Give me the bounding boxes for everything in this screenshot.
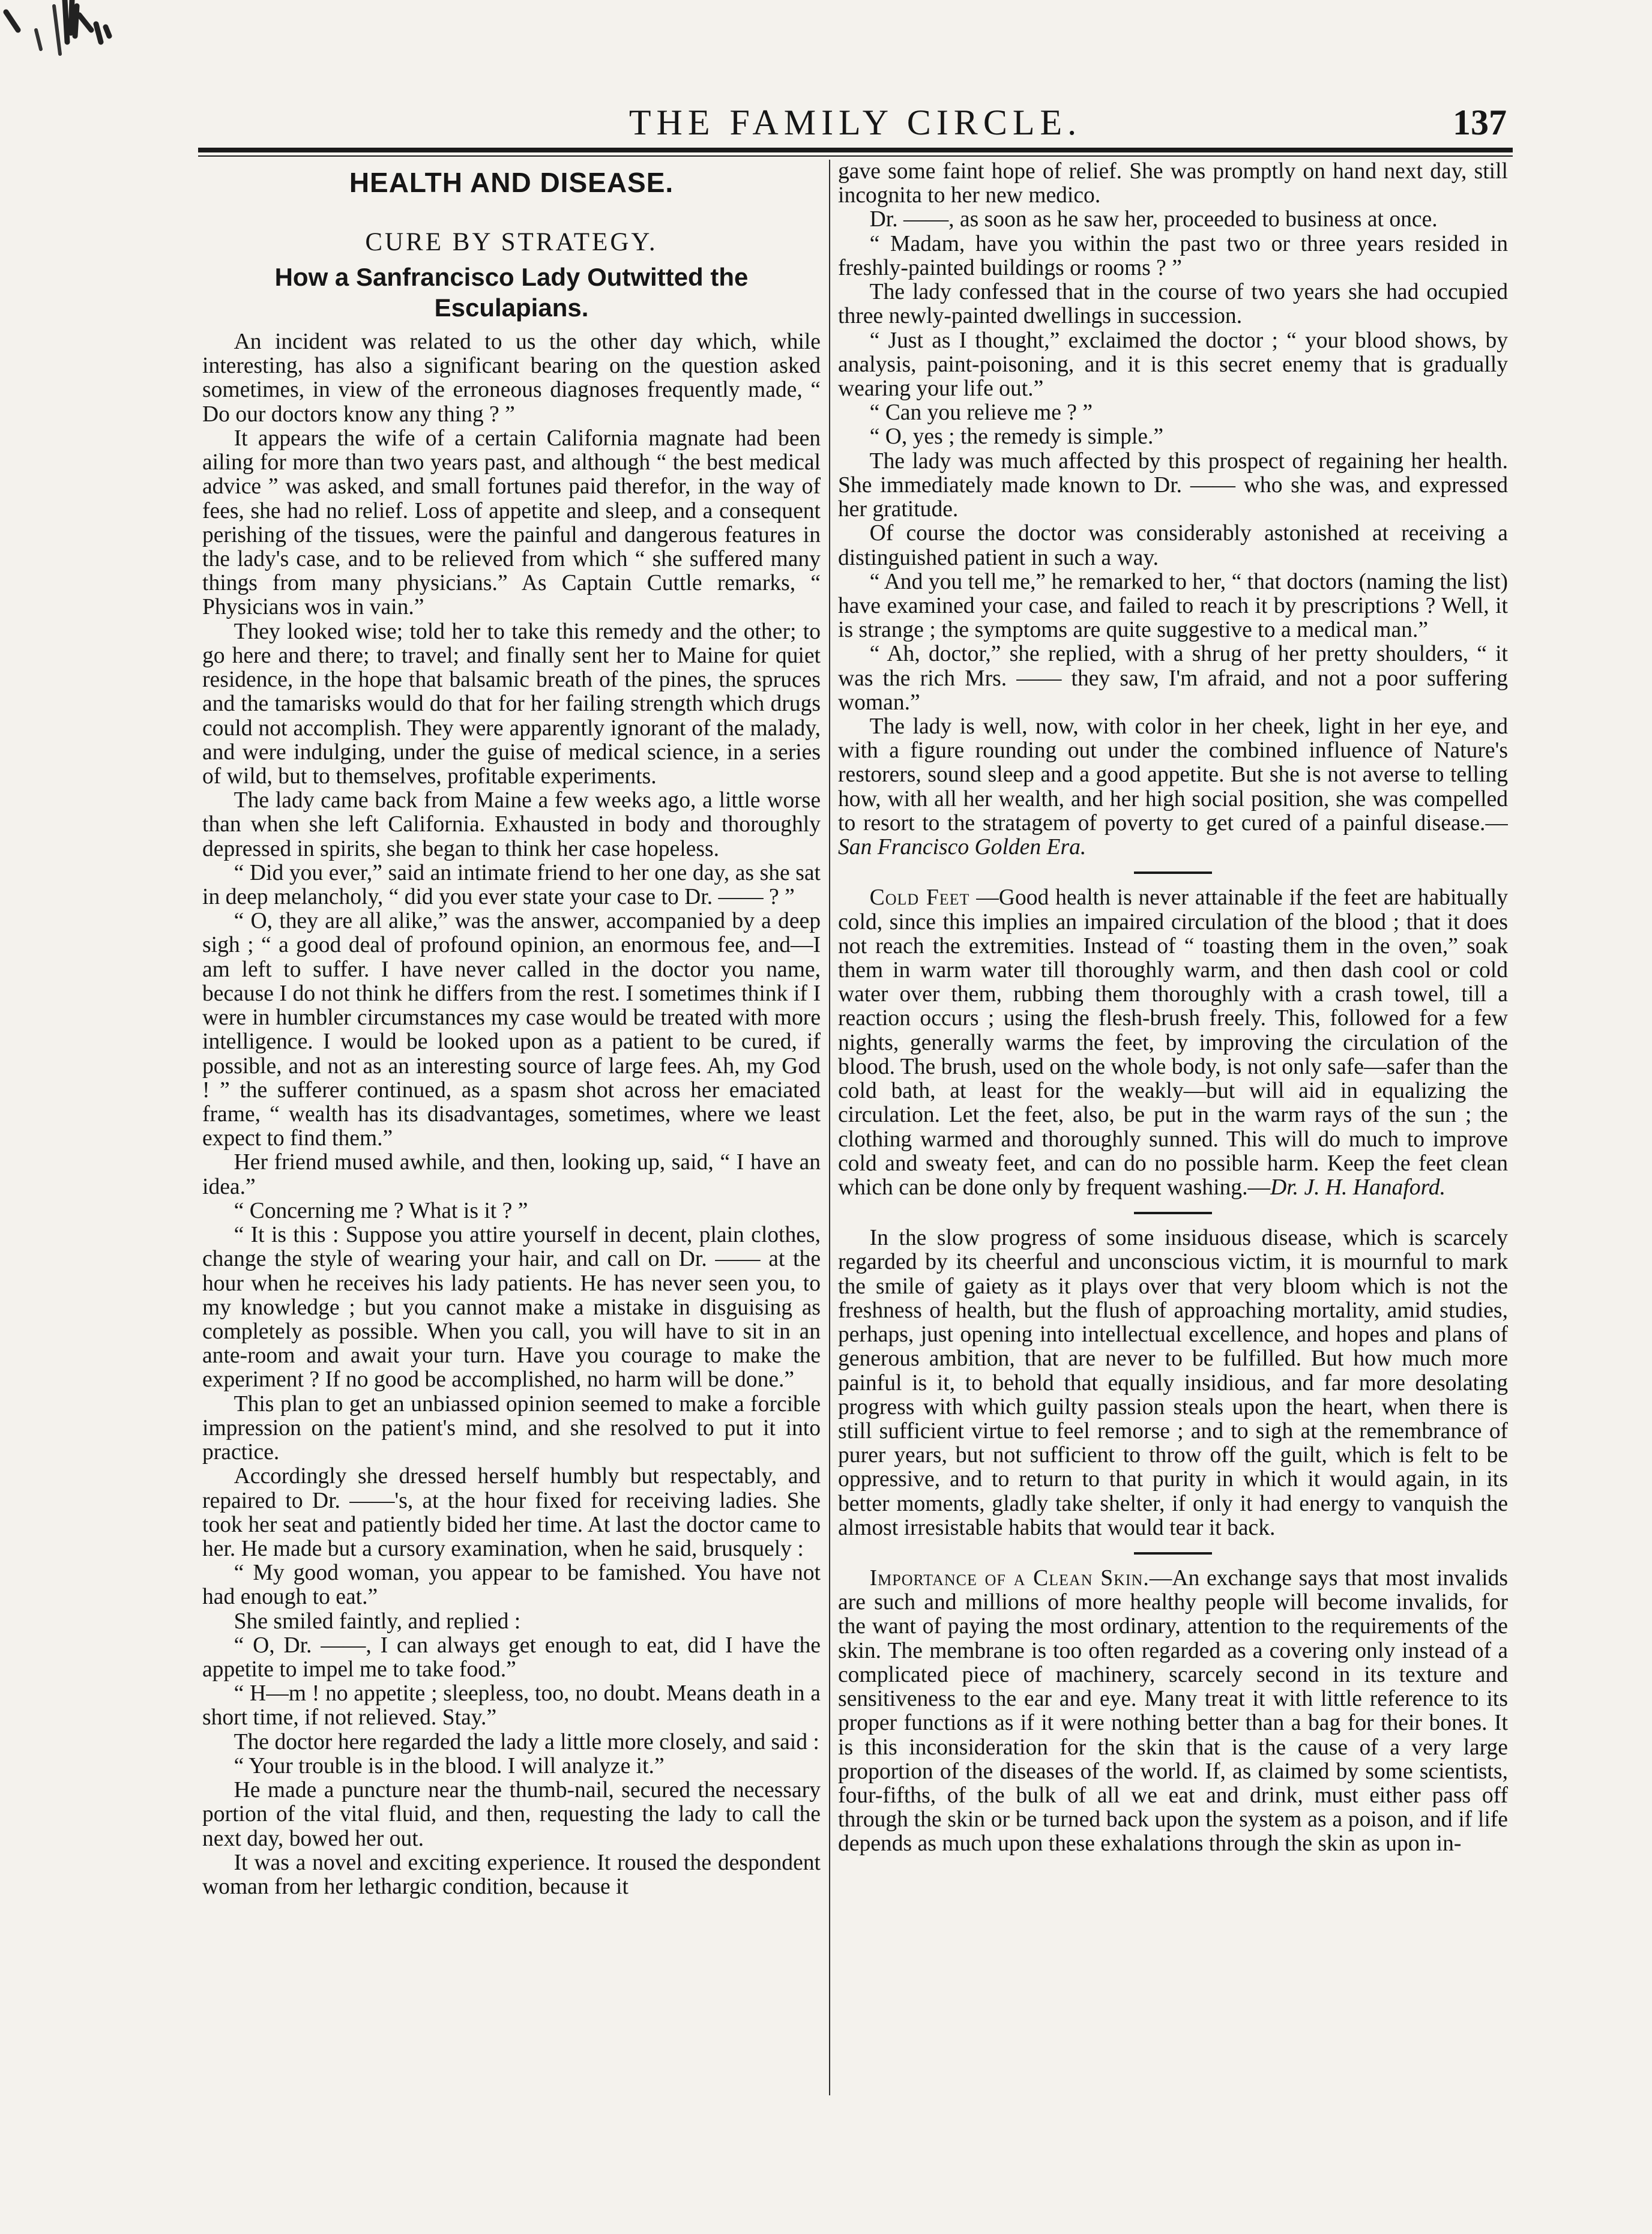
- right-column: [838, 160, 1508, 2098]
- article-paragraph: “ Your trouble is in the blood. I will analyze it.”: [234, 1753, 665, 1778]
- continued-paragraph: The lady confessed that in the course of two years she had occupied three newly-painted dwellings in succession.: [838, 280, 1508, 329]
- continued-paragraph: [838, 715, 1508, 860]
- article-paragraph: “ O, Dr. ——, I can always get enough to eat, did I have the appetite to impel me to take food.”: [202, 1633, 821, 1682]
- paragraph-text: The lady is well, now, with color in her cheek, light in her eye, and with a figure rounding out under the combined influence of Nature's restorers, sound sleep and a good appetite. But she is not averse to telling how, with all her wealth, and her high social position, she was compelled to resort to the stratagem of poverty to get cured of a painful disease.—: [838, 714, 1508, 835]
- article-paragraph: The lady came back from Maine a few weeks ago, a little worse than when she left California. Exhausted in body and thoroughly depressed in spirits, she began to think her case hopeless.: [202, 788, 821, 861]
- article-paragraph: “ It is this : Suppose you attire yourself in decent, plain clothes, change the style of wearing your hair, and call on Dr. —— at the hour when he receives his lady patients. He has never seen you, to my knowledge ; but you cannot make a mistake in disguising as completely as possible. When you call, you will have to sit in an ante-room and await your turn. Have you courage to make the experiment ? If no good be accomplished, no harm will be done.”: [202, 1223, 821, 1392]
- cold-feet-paragraph: [838, 886, 1508, 1200]
- continued-paragraph: “ Ah, doctor,” she replied, with a shrug of her pretty shoulders, “ it was the rich Mrs. —— they saw, I'm afraid, and not a poor suffering woman.”: [838, 642, 1508, 715]
- continued-paragraph: “ O, yes ; the remedy is simple.”: [869, 424, 1164, 450]
- clean-skin-text: —An exchange says that most invalids are such and millions of more healthy people will become invalids, for the want of paying the most ordinary, attention to the requirements of the skin. The membrane is too often regarded as a covering only instead of a complicated piece of machinery, scarcely second in its texture and sensitiveness to the ear and eye. Many treat it with little reference to its proper functions as if it were nothing better than a bag for their bones. It is this inconsideration for the skin that is the cause of a very large proportion of the diseases of the world. If, as claimed by some scientists, four-fifths, of the bulk of all we eat and drink, must either pass off through the skin or be turned back upon the system as a poison, and if life depends as much upon these exhalations through the skin as upon in-: [838, 1566, 1508, 1856]
- article-paragraph: This plan to get an unbiassed opinion seemed to make a forcible impression on the patient's mind, and she resolved to put it into practice.: [202, 1391, 821, 1465]
- continued-paragraph: Of course the doctor was considerably astonished at receiving a distinguished patient in such a way.: [838, 521, 1508, 570]
- section-separator: [1134, 872, 1212, 874]
- clean-skin-lead: Importance of a Clean Skin.: [869, 1566, 1150, 1591]
- page-number: 137: [1453, 103, 1507, 142]
- continued-paragraph: gave some faint hope of relief. She was promptly on hand next day, still incognita to her new medico.: [838, 160, 1508, 208]
- article-paragraph: An incident was related to us the other day which, while interesting, has also a significant bearing on the question asked sometimes, in view of the erroneous diagnoses frequently made, “ Do our doctors know any thing ? ”: [202, 330, 821, 427]
- article-paragraph: “ Did you ever,” said an intimate friend to her one day, as she sat in deep melancholy, “ did you ever state your case to Dr. —— ? ”: [202, 860, 821, 910]
- section-heading: HEALTH AND DISEASE.: [349, 167, 674, 198]
- article-paragraph: The doctor here regarded the lady a little more closely, and said :: [234, 1729, 819, 1754]
- section-separator: [1134, 1212, 1212, 1214]
- continued-paragraph: “ Can you relieve me ? ”: [869, 400, 1093, 426]
- header-rule-thin: [198, 155, 1513, 157]
- cold-feet-source: Dr. J. H. Hanaford.: [1270, 1175, 1446, 1200]
- article-paragraph: “ Concerning me ? What is it ? ”: [234, 1198, 528, 1223]
- header-rule-thick: [198, 148, 1513, 152]
- continued-paragraph: Dr. ——, as soon as he saw her, proceeded to business at once.: [869, 207, 1438, 232]
- continued-paragraph: “ Madam, have you within the past two or three years resided in freshly-painted buildings or rooms ? ”: [838, 231, 1508, 280]
- cold-feet-lead: Cold Feet: [869, 885, 970, 911]
- cold-feet-text: —Good health is never attainable if the feet are habitually cold, since this implies an impaired circulation of the blood ; that it does not reach the extremities. Instead of “ toasting them in the oven,” soak them in warm water till thoroughly warm, and then dash cool or cold water over them, rubbing them thoroughly with a crash towel, till a reaction occurs ; using the flesh-brush freely. This, followed for a few nights, generally warms the feet, by improving the circulation of the blood. The brush, used on the whole body, is not only safe—safer than the cold bath, at least for the weakly—but will aid in equalizing the circulation. Let the feet, also, be put in the warm rays of the sun ; the clothing warmed and thoroughly sunned. This will do much to improve cold and sweaty feet, and can do no possible harm. Keep the feet clean which can be done only by frequent washing.—: [838, 885, 1508, 1200]
- section-separator: [1134, 1552, 1212, 1555]
- continued-paragraph: “ Just as I thought,” exclaimed the doctor ; “ your blood shows, by analysis, paint-poisoning, and it is this secret enemy that is gradually wearing your life out.”: [838, 328, 1508, 401]
- running-title: THE FAMILY CIRCLE.: [629, 103, 1082, 142]
- continued-paragraph: “ And you tell me,” he remarked to her, “ that doctors (naming the list) have examined your case, and failed to reach it by prescriptions ? Well, it is strange ; the symptoms are quite suggestive to a medical man.”: [838, 569, 1508, 643]
- article-source: San Francisco Golden Era.: [838, 835, 1087, 860]
- left-column: [202, 160, 821, 2098]
- article-paragraph: She smiled faintly, and replied :: [234, 1609, 521, 1634]
- article-paragraph: “ H—m ! no appetite ; sleepless, too, no doubt. Means death in a short time, if not relieved. Stay.”: [202, 1681, 821, 1730]
- margin-ink-mark: [0, 0, 198, 96]
- article-paragraph: It appears the wife of a certain California magnate had been ailing for more than two years past, and although “ the best medical advice ” was asked, and small fortunes paid therefor, in the way of fees, she had no relief. Loss of appetite and sleep, and a consequent perishing of the tissues, were the painful and dangerous features in the lady's case, and to be relieved from which “ she suffered many things from many physicians.” As Captain Cuttle remarks, “ Physicians wos in vain.”: [202, 426, 821, 620]
- page-header: [198, 78, 1513, 144]
- article-paragraph: They looked wise; told her to take this remedy and the other; to go here and there; to travel; and finally sent her to Maine for quiet residence, in the hope that balsamic breath of the pines, the spruces and the tamarisks would do that for her failing strength which drugs could not accomplish. They were apparently ignorant of the malady, and were indulging, under the guise of medical science, in a series of wild, but to themselves, profitable experiments.: [202, 619, 821, 789]
- article-paragraph: “ My good woman, you appear to be famished. You have not had enough to eat.”: [202, 1561, 821, 1610]
- article-title: CURE BY STRATEGY.: [365, 228, 658, 257]
- article-paragraph: “ O, they are all alike,” was the answer, accompanied by a deep sigh ; “ a good deal of profound opinion, an enormous fee, and—I am left to suffer. I have never called in the doctor you name, because I do not think he differs from the rest. I sometimes think if I were in humbler circumstances my case would be treated with more intelligence. I would be looked upon as a patient to be cured, if possible, and not as an interesting source of large fees. Ah, my God ! ” the sufferer continued, as a spasm shot across her emaciated frame, “ wealth has its disadvantages, sometimes, where we least expect to find them.”: [202, 909, 821, 1151]
- clean-skin-paragraph: [838, 1567, 1508, 1856]
- article-paragraph: He made a puncture near the thumb-nail, secured the necessary portion of the vital fluid, and then, requesting the lady to call the next day, bowed her out.: [202, 1778, 821, 1851]
- article-paragraph: Accordingly she dressed herself humbly but respectably, and repaired to Dr. ——'s, at the hour fixed for receiving ladies. She took her seat and patiently bided her time. At last the doctor came to her. He made but a cursory examination, when he said, brusquely :: [202, 1464, 821, 1561]
- column-divider: [829, 160, 830, 2095]
- article-subtitle: How a Sanfrancisco Lady Outwitted the Esculapians.: [274, 263, 749, 322]
- disease-paragraph: In the slow progress of some insiduous disease, which is scarcely regarded by its cheerful and unconscious victim, it is mournful to mark the smile of gaiety as it plays over that very bloom which is not the freshness of health, but the flush of approaching mortality, amid studies, perhaps, just opening into intellectual excellence, and hopes and plans of generous ambition, that are never to be fulfilled. But how much more painful is it, to behold that equally insidious, and far more desolating progress with which guilty passion steals upon the heart, when there is still sufficient virtue to feel remorse ; and to sigh at the remembrance of purer years, but not sufficient to throw off the guilt, which is felt to be oppressive, and to return to that purity in which it would again, in its better moments, gladly take shelter, if only it had energy to vanquish the almost irresistable habits that would tear it back.: [838, 1226, 1508, 1540]
- continued-paragraph: The lady was much affected by this prospect of regaining her health. She immediately made known to Dr. —— who she was, and expressed her gratitude.: [838, 448, 1508, 522]
- article-paragraph: Her friend mused awhile, and then, looking up, said, “ I have an idea.”: [202, 1150, 821, 1199]
- article-paragraph: It was a novel and exciting experience. It roused the despondent woman from her lethargic condition, because it: [202, 1850, 821, 1899]
